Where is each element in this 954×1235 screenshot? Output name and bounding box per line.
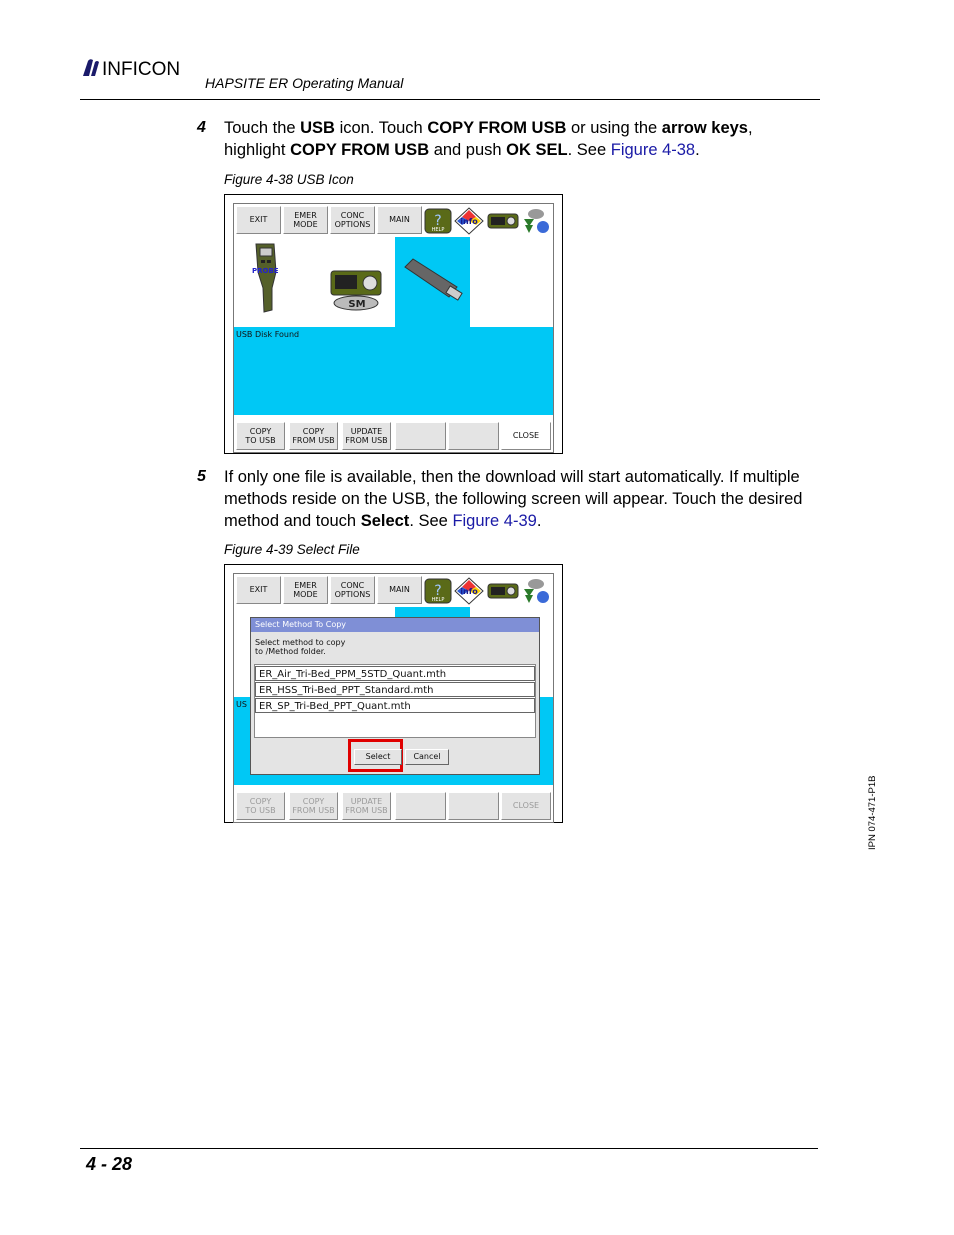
copy-from-usb-button[interactable]: COPY FROM USB [289, 422, 338, 450]
status-text: USB Disk Found [236, 330, 300, 339]
blank-button-2[interactable] [448, 792, 499, 820]
inficon-logo [80, 58, 180, 81]
main-button[interactable]: MAIN [377, 576, 422, 604]
figure-4-39 [224, 564, 563, 823]
brand-name: INFICON [102, 59, 181, 80]
close-button[interactable]: CLOSE [501, 422, 551, 450]
file-list [254, 664, 536, 738]
info-icon[interactable] [454, 207, 484, 235]
help-icon[interactable] [424, 208, 452, 234]
file-item[interactable]: ER_SP_Tri-Bed_PPT_Quant.mth [255, 698, 535, 713]
environment-icon[interactable] [521, 206, 551, 236]
figure-4-39-link[interactable]: Figure 4-39 [452, 512, 537, 530]
inficon-logo-icon [80, 58, 100, 78]
svg-text:SM: SM [348, 299, 366, 310]
blank-button-2[interactable] [448, 422, 499, 450]
svg-text:?: ? [434, 583, 442, 599]
figure-4-39-caption: Figure 4-39 Select File [224, 542, 360, 557]
step-5-text: If only one file is available, then the download will start automatically. If multiple methods reside on the USB, the following screen will appear. Touch the desired method and touch Select. See Figure 4-39. [224, 468, 803, 530]
help-icon[interactable] [424, 578, 452, 604]
svg-text:info: info [460, 587, 478, 596]
step-4-text: Touch the USB icon. Touch COPY FROM USB or using the arrow keys, highlight COPY FROM USB and push OK SEL. See Figure 4-38. [224, 119, 753, 159]
status-panel [234, 327, 553, 415]
step-5-number: 5 [197, 468, 206, 485]
info-icon[interactable] [454, 577, 484, 605]
blank-button-1[interactable] [395, 422, 446, 450]
svg-text:HELP: HELP [431, 227, 445, 233]
blank-button-1[interactable] [395, 792, 446, 820]
svg-text:HELP: HELP [431, 597, 445, 603]
usb-screen [233, 203, 554, 453]
device-icon[interactable] [487, 580, 519, 602]
select-file-screen [233, 573, 554, 823]
emer-mode-button[interactable]: EMER MODE [283, 576, 328, 604]
copy-from-usb-button[interactable]: COPY FROM USB [289, 792, 338, 820]
svg-text:info: info [460, 217, 478, 226]
file-item[interactable]: ER_HSS_Tri-Bed_PPT_Standard.mth [255, 682, 535, 697]
conc-options-button[interactable]: CONC OPTIONS [330, 206, 375, 234]
probe-icon[interactable] [252, 242, 278, 314]
close-button[interactable]: CLOSE [501, 792, 551, 820]
update-from-usb-button[interactable]: UPDATE FROM USB [342, 422, 391, 450]
status-text-fragment: US [236, 700, 247, 709]
select-button[interactable]: Select [354, 749, 402, 765]
copy-to-usb-button[interactable]: COPY TO USB [236, 792, 285, 820]
dialog-title: Select Method To Copy [251, 618, 539, 632]
ipn-label: IPN 074-471-P1B [867, 775, 878, 850]
conc-options-button[interactable]: CONC OPTIONS [330, 576, 375, 604]
page-number: 4 - 28 [86, 1154, 133, 1174]
svg-text:?: ? [434, 213, 442, 229]
svg-text:PROBE: PROBE [252, 267, 279, 275]
step-4-number: 4 [197, 119, 206, 136]
figure-4-38-link[interactable]: Figure 4-38 [610, 141, 696, 159]
file-item[interactable]: ER_Air_Tri-Bed_PPM_5STD_Quant.mth [255, 666, 535, 681]
footer-rule [80, 1148, 818, 1149]
usb-icon-selected[interactable] [395, 237, 470, 327]
update-from-usb-button[interactable]: UPDATE FROM USB [342, 792, 391, 820]
service-module-icon[interactable] [330, 270, 382, 312]
exit-button[interactable]: EXIT [236, 206, 281, 234]
environment-icon[interactable] [521, 576, 551, 606]
figure-4-38 [224, 194, 563, 454]
cancel-button[interactable]: Cancel [405, 749, 449, 765]
device-icon[interactable] [487, 210, 519, 232]
copy-to-usb-button[interactable]: COPY TO USB [236, 422, 285, 450]
figure-4-38-caption: Figure 4-38 USB Icon [224, 172, 354, 187]
select-method-dialog [250, 617, 540, 775]
main-button[interactable]: MAIN [377, 206, 422, 234]
header-rule [80, 99, 820, 100]
emer-mode-button[interactable]: EMER MODE [283, 206, 328, 234]
manual-title: HAPSITE ER Operating Manual [205, 75, 404, 91]
dialog-text: Select method to copy to /Method folder. [255, 638, 346, 656]
exit-button[interactable]: EXIT [236, 576, 281, 604]
